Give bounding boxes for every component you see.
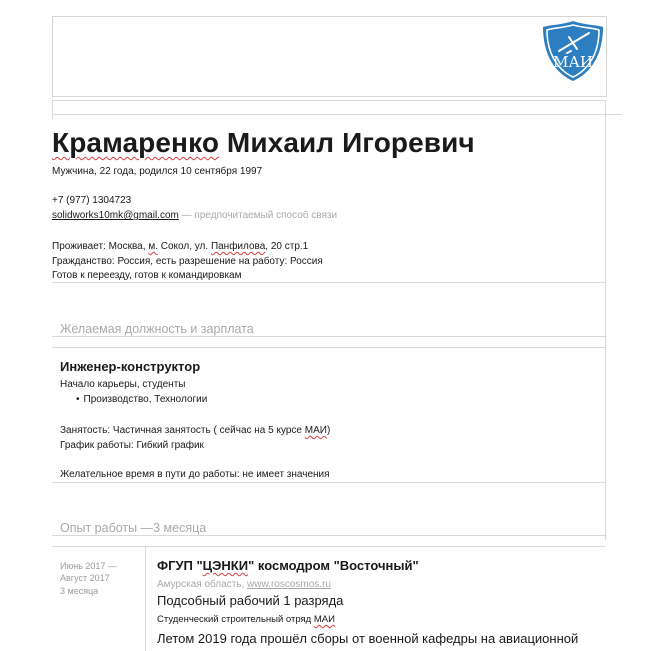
divider	[52, 535, 605, 536]
citizenship: Гражданство: Россия, есть разрешение на работу: Россия	[52, 256, 323, 267]
career-category: Начало карьеры, студенты	[60, 379, 186, 390]
period-duration: 3 месяца	[60, 586, 99, 596]
email-link[interactable]: solidworks10mk@gmail.com	[52, 210, 179, 221]
divider	[52, 100, 53, 120]
contact-email-line	[52, 209, 337, 222]
relocation: Готов к переезду, готов к командировкам	[52, 270, 242, 281]
travel-time: Желательное время в пути до работы: не имеет значения	[60, 469, 330, 480]
specialization: • Производство, Технологии	[76, 393, 207, 406]
personal-info: Мужчина, 22 года, родился 10 сентября 1997	[52, 166, 263, 177]
company-location: Амурская область, www.roscosmos.ru	[157, 579, 331, 590]
divider	[52, 347, 605, 348]
schedule: График работы: Гибкий график	[60, 440, 204, 451]
job-role: Подсобный рабочий 1 разряда	[157, 593, 344, 608]
divider	[52, 546, 605, 547]
divider	[52, 100, 605, 101]
employment: Занятость: Частичная занятость ( сейчас на 5 курсе МАИ)	[60, 425, 331, 436]
divider	[52, 482, 605, 483]
company-site-link[interactable]: www.roscosmos.ru	[247, 579, 331, 590]
job-description: Летом 2019 года прошёл сборы от военной кафедры на авиационной	[157, 631, 579, 646]
section-title-experience: Опыт работы —3 месяца	[60, 521, 207, 535]
divider	[52, 282, 605, 283]
company-name: ФГУП "ЦЭНКИ" космодром "Восточный"	[157, 558, 419, 573]
logo-text: МАИ	[553, 53, 593, 71]
job-note: Студенческий строительный отряд МАИ	[157, 614, 335, 625]
email-note: — предпочитаемый способ связи	[178, 210, 338, 221]
divider	[52, 114, 622, 115]
section-title-desired: Желаемая должность и зарплата	[60, 322, 254, 336]
period-start: Июнь 2017 —	[60, 561, 117, 571]
divider	[52, 336, 605, 337]
period-end: Август 2017	[60, 573, 110, 583]
phone: +7 (977) 1304723	[52, 195, 132, 206]
candidate-name: Крамаренко Михаил Игоревич	[52, 127, 475, 158]
divider	[145, 546, 146, 651]
address: Проживает: Москва, м. Сокол, ул. Панфилова, 20 стр.1	[52, 241, 309, 252]
header-frame	[52, 16, 607, 97]
desired-position: Инженер-конструктор	[60, 359, 201, 374]
mai-logo	[541, 19, 605, 83]
divider	[605, 100, 606, 540]
